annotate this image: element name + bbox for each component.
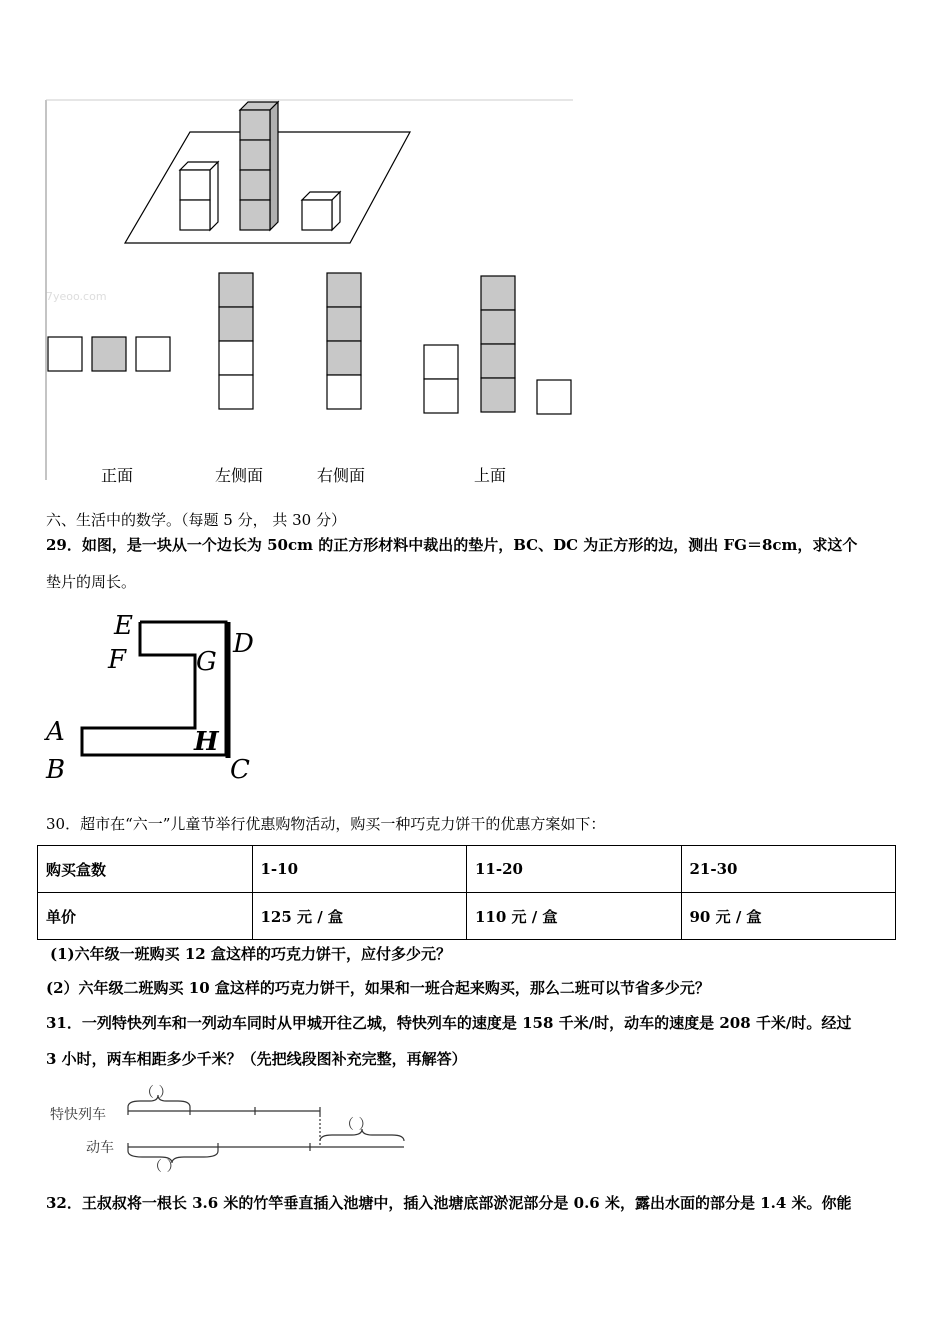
- table-cell: 110 元 / 盒: [467, 893, 682, 940]
- watermark: 7yeoo.com: [46, 290, 107, 303]
- q31-text-line1: 31．一列特快列车和一列动车同时从甲城开往乙城，特快列车的速度是 158 千米/时，动车的速度是 208 千米/时。经过: [46, 1014, 852, 1032]
- table-cell: 21-30: [681, 846, 896, 893]
- table-cell: 125 元 / 盒: [252, 893, 467, 940]
- label-left-side: 左侧面: [215, 466, 264, 485]
- brace-bottom: [128, 1151, 218, 1163]
- brace-right: [320, 1129, 404, 1141]
- label-B: B: [46, 755, 66, 785]
- front-view: [48, 337, 170, 371]
- cube-stack-left: [180, 162, 218, 230]
- table-cell: 90 元 / 盒: [681, 893, 896, 940]
- cube-stack-right: [302, 192, 340, 230]
- q30-intro: 30．超市在“六一”儿童节举行优惠购物活动，购买一种巧克力饼干的优惠方案如下：: [46, 815, 606, 833]
- right-side-view: [327, 273, 361, 409]
- q31-text-line2: 3 小时，两车相距多少千米？（先把线段图补充完整，再解答）: [46, 1050, 467, 1068]
- q29-text-line1: 29．如图，是一块从一个边长为 50cm 的正方形材料中裁出的垫片，BC、DC 为正方形的边，测出 FG＝8cm，求这个: [46, 536, 858, 554]
- label-bullet-train: 动车: [86, 1140, 114, 1156]
- label-top: 上面: [474, 466, 507, 485]
- q32-text-line1: 32．王叔叔将一根长 3.6 米的竹竿垂直插入池塘中，插入池塘底部淤泥部分是 0.6 米，露出水面的部分是 1.4 米。你能: [46, 1194, 852, 1212]
- cube-stack-middle: [240, 102, 278, 230]
- label-G: G: [196, 647, 217, 677]
- brace-top: [128, 1095, 190, 1107]
- top-view: [424, 276, 571, 414]
- label-F: F: [108, 645, 127, 675]
- label-C: C: [230, 755, 250, 785]
- q30-sub2: (2）六年级二班购买 10 盒这样的巧克力饼干，如果和一班合起来购买，那么二班可以节省多少元？: [46, 979, 710, 997]
- table-row: [38, 846, 896, 893]
- table-cell: 单价: [38, 893, 253, 940]
- paren-bottom: （ ）: [148, 1159, 181, 1175]
- segment-diagram: [120, 1085, 420, 1175]
- q30-sub1: (1)六年级一班购买 12 盒这样的巧克力饼干，应付多少元？: [50, 945, 451, 963]
- price-table: [37, 845, 896, 940]
- label-D: D: [233, 629, 254, 659]
- label-express-train: 特快列车: [50, 1107, 106, 1123]
- table-cell: 购买盒数: [38, 846, 253, 893]
- gasket-figure: [40, 600, 280, 790]
- label-E: E: [114, 611, 133, 641]
- label-front: 正面: [101, 466, 134, 485]
- table-cell: 11-20: [467, 846, 682, 893]
- paren-top: （ ）: [140, 1085, 173, 1101]
- paren-right: （ ）: [340, 1117, 373, 1133]
- table-cell: 1-10: [252, 846, 467, 893]
- label-A: A: [46, 717, 65, 747]
- cube-views-figure: [40, 95, 580, 490]
- label-H: H: [194, 727, 219, 757]
- q29-text-line2: 垫片的周长。: [46, 573, 137, 591]
- left-side-view: [219, 273, 253, 409]
- table-row: [38, 893, 896, 940]
- label-right-side: 右侧面: [317, 466, 366, 485]
- section-heading: 六、生活中的数学。（每题 5 分， 共 30 分）: [46, 511, 346, 529]
